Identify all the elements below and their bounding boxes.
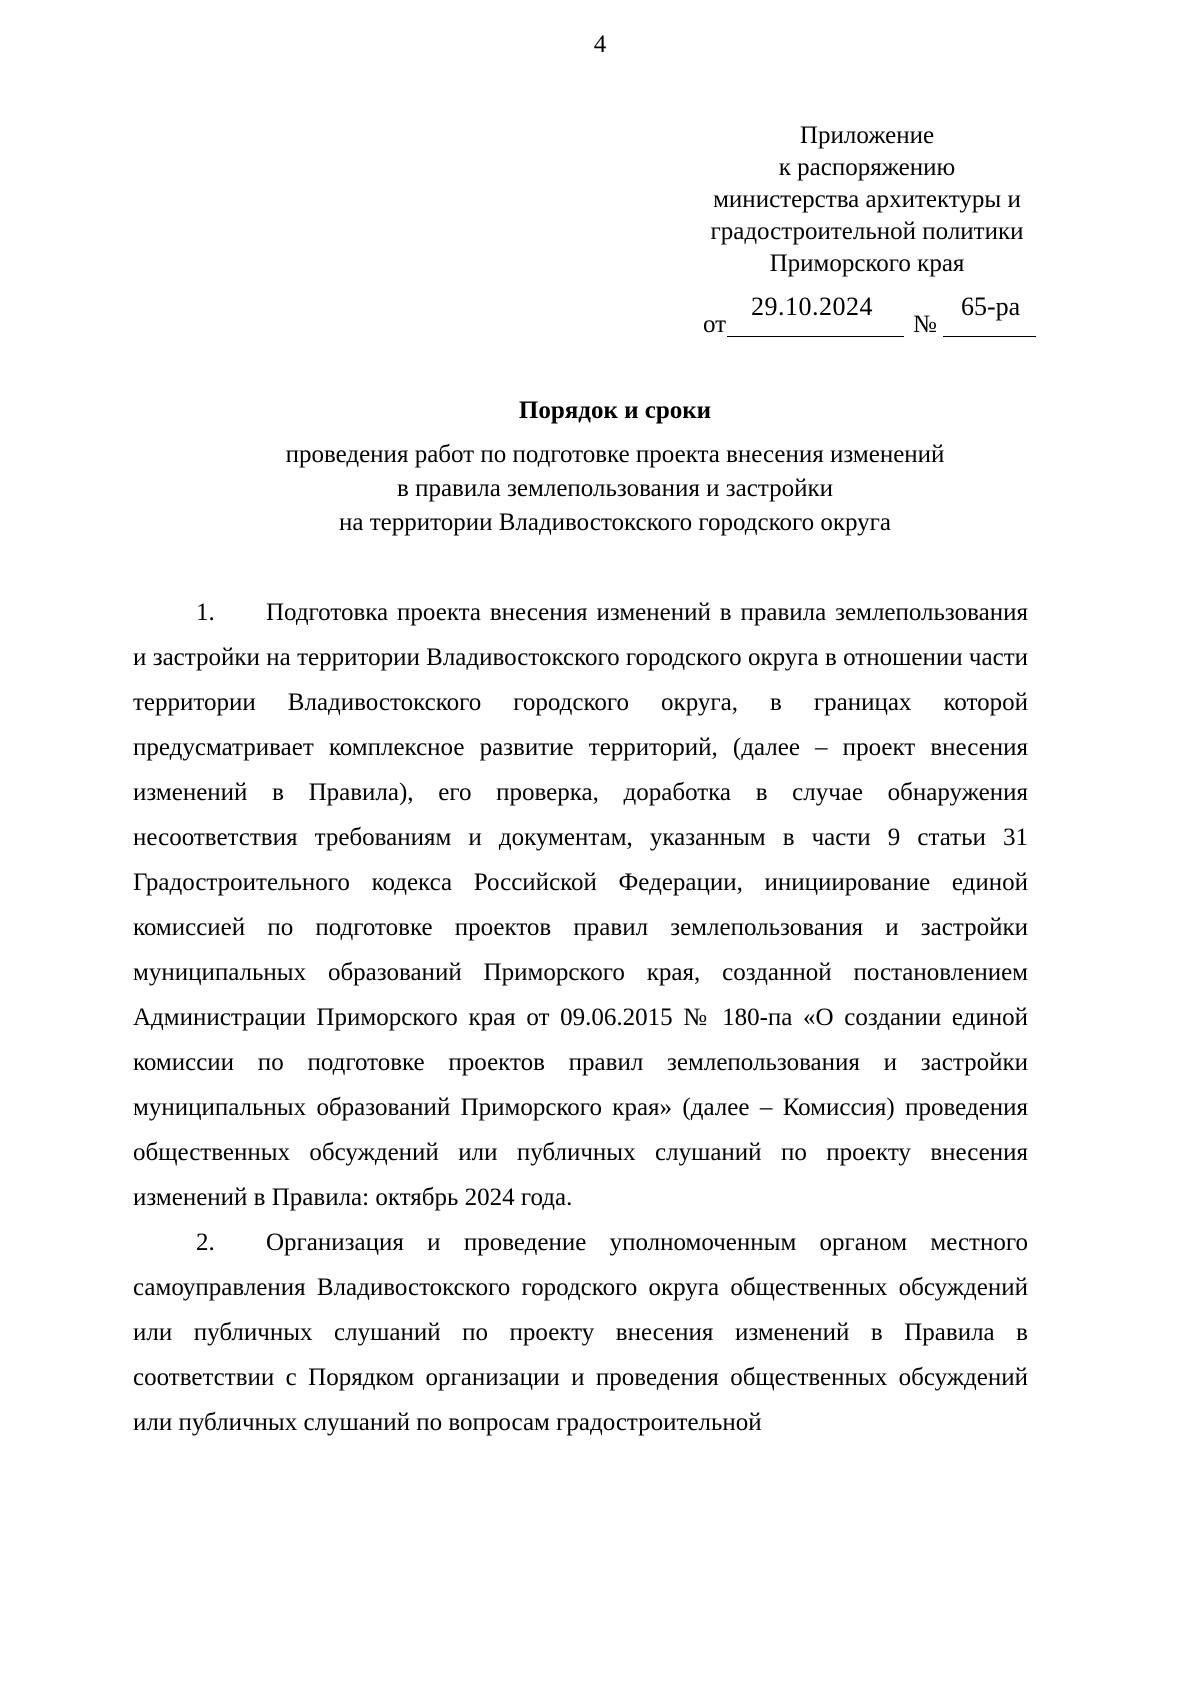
date-underline bbox=[727, 336, 904, 337]
document-subtitle bbox=[0, 438, 1200, 540]
subtitle-line: на территории Владивостокского городского округа bbox=[338, 509, 892, 536]
number-label: № bbox=[913, 311, 937, 338]
paragraph-2 bbox=[133, 1220, 1028, 1445]
paragraph-1 bbox=[133, 590, 1028, 1220]
paragraph-number: 1. bbox=[196, 599, 215, 626]
paragraph-number: 2. bbox=[196, 1229, 215, 1256]
subtitle-line: в правила землепользования и застройки bbox=[397, 475, 833, 502]
date-value: 29.10.2024 bbox=[751, 292, 873, 321]
appendix-line: Приложение bbox=[799, 122, 935, 149]
paragraph-text: Организация и проведение уполномоченным органом местного самоуправления Владивостокского городского округа общественных обсуждений или публичных слушаний по проекту внесения изменений в Правила в соответствии с Порядком организации и проведения общественных обсуждений или публичных слушаний по вопросам градостроительной bbox=[133, 1229, 1028, 1436]
document-title: Порядок и сроки bbox=[518, 397, 712, 424]
appendix-line: градостроительной политики bbox=[710, 218, 1024, 245]
appendix-line: министерства архитектуры и bbox=[713, 186, 1021, 213]
subtitle-line: проведения работ по подготовке проекта внесения изменений bbox=[285, 441, 945, 468]
date-label: от bbox=[703, 311, 727, 338]
appendix-header bbox=[700, 120, 1034, 280]
appendix-line: к распоряжению bbox=[778, 154, 956, 181]
paragraph-text: Подготовка проекта внесения изменений в правила землепользования и застройки на территории Владивостокского городского округа в отношении части территории Владивостокского городского округа, в границах которой предусматривает комплексное развитие территорий, (далее – проект внесения изменений в Правила), его проверка, доработка в случае обнаружения несоответствия требованиям и документам, указанным в части 9 статьи 31 Градостроительного кодекса Российской Федерации, инициирование единой комиссией по подготовке проектов правил землепользования и застройки муниципальных образований Приморского края, созданной постановлением Администрации Приморского края от 09.06.2015 № 180-па «О создании единой комиссии по подготовке проектов правил землепользования и застройки муниципальных образований Приморского края» (далее – Комиссия) проведения общественных обсуждений или публичных слушаний по проекту внесения изменений в Правила: октябрь 2024 года. bbox=[133, 599, 1028, 1211]
page-number: 4 bbox=[593, 31, 607, 58]
number-underline bbox=[943, 336, 1036, 337]
number-value: 65-ра bbox=[961, 292, 1021, 321]
document-date-number bbox=[703, 292, 1038, 350]
document-body bbox=[133, 590, 1028, 1445]
appendix-line: Приморского края bbox=[769, 250, 965, 277]
